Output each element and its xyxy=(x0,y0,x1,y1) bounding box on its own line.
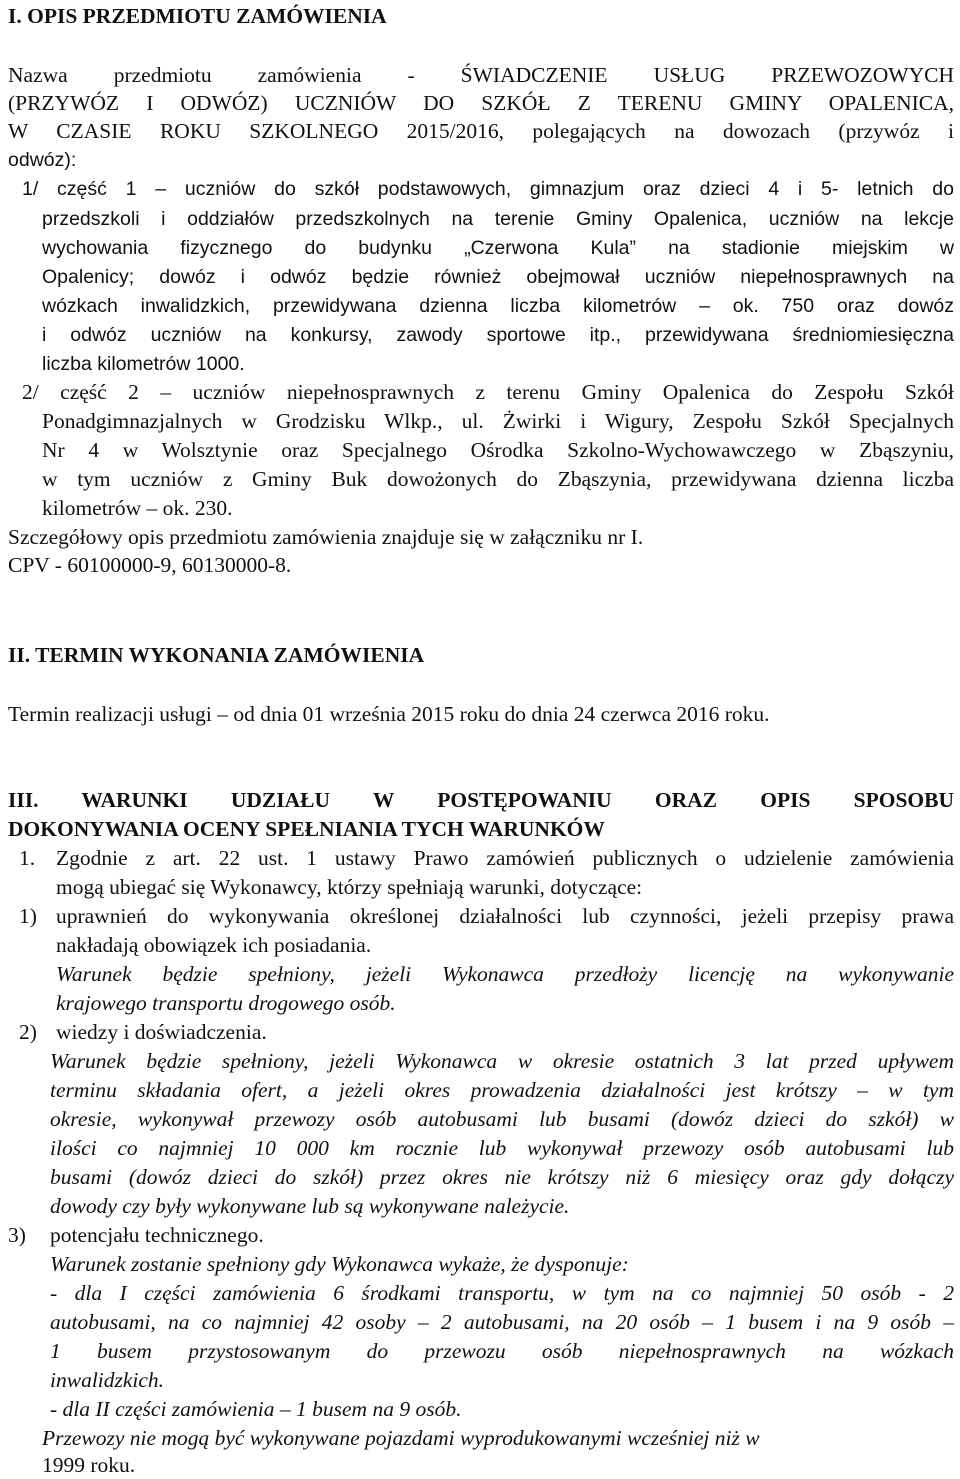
sub-1-number: 1) xyxy=(19,904,37,928)
section-1-line-12: 2/ część 2 – uczniów niepełnosprawnych z terenu Gminy Opalenica do Zespołu Szkół xyxy=(22,380,954,404)
sub-2-condition-line-3: okresie, wykonywał przewozy osób autobusami lub busami (dowóz dzieci do szkół) w xyxy=(50,1107,954,1131)
section-1-line-15: w tym uczniów z Gminy Buk dowożonych do Zbąszynia, przewidywana dzienna liczba xyxy=(42,467,954,491)
section-1-line-7: wychowania fizycznego do budynku „Czerwona Kula” na stadionie miejskim w xyxy=(42,237,954,259)
sub-2-condition-line-2: terminu składania ofert, a jeżeli okres prowadzenia działalności jest krótszy – w tym xyxy=(50,1078,954,1102)
section-1-line-4: odwóz): xyxy=(8,149,77,171)
final-note-line-2: 1999 roku. xyxy=(42,1453,136,1477)
sub-2-condition-line-4: ilości co najmniej 10 000 km rocznie lub wykonywał przewozy osób autobusami lub xyxy=(50,1136,954,1160)
sub-2-condition-line-6: dowody czy były wykonywane lub są wykonywane należycie. xyxy=(50,1194,570,1218)
section-1-line-16: kilometrów – ok. 230. xyxy=(42,496,233,520)
section-1-line-10: i odwóz uczniów na konkursy, zawody sportowe itp., przewidywana średniomiesięczna xyxy=(42,324,954,346)
sub-3-number: 3) xyxy=(8,1223,26,1247)
sub-2-number: 2) xyxy=(19,1020,37,1044)
section-2-heading: II. TERMIN WYKONANIA ZAMÓWIENIA xyxy=(8,643,425,667)
item-1-line-1: Zgodnie z art. 22 ust. 1 ustawy Prawo zamówień publicznych o udzielenie zamówienia xyxy=(56,846,954,870)
item-1-number: 1. xyxy=(19,846,36,870)
sub-2-line-1: wiedzy i doświadczenia. xyxy=(56,1020,267,1044)
section-1-line-3: W CZASIE ROKU SZKOLNEGO 2015/2016, polegających na dowozach (przywóz i xyxy=(8,119,954,143)
sub-3-condition-line-2: - dla I części zamówienia 6 środkami transportu, w tym na co najmniej 50 osób - 2 xyxy=(50,1281,954,1305)
section-1-line-5: 1/ część 1 – uczniów do szkół podstawowych, gimnazjum oraz dzieci 4 i 5- letnich do xyxy=(22,178,954,200)
section-1-line-2: (PRZYWÓZ I ODWÓZ) UCZNIÓW DO SZKÓŁ Z TERENU GMINY OPALENICA, xyxy=(8,91,954,115)
section-1-line-17: Szczegółowy opis przedmiotu zamówienia znajduje się w załączniku nr I. xyxy=(8,525,644,549)
section-1-cpv: CPV - 60100000-9, 60130000-8. xyxy=(8,553,292,577)
sub-3-condition-line-5: inwalidzkich. xyxy=(50,1368,165,1392)
sub-3-line-1: potencjału technicznego. xyxy=(50,1223,264,1247)
sub-2-condition-line-1: Warunek będzie spełniony, jeżeli Wykonawca w okresie ostatnich 3 lat przed upływem xyxy=(50,1049,954,1073)
sub-3-condition-line-4: 1 busem przystosowanym do przewozu osób niepełnosprawnych na wózkach xyxy=(50,1339,954,1363)
sub-1-line-2: nakładają obowiązek ich posiadania. xyxy=(56,933,372,957)
section-1-line-9: wózkach inwalidzkich, przewidywana dzienna liczba kilometrów – ok. 750 oraz dowóz xyxy=(42,295,954,317)
final-note-line-1: Przewozy nie mogą być wykonywane pojazdami wyprodukowanymi wcześniej niż w xyxy=(42,1426,760,1450)
sub-1-line-1: uprawnień do wykonywania określonej działalności lub czynności, jeżeli przepisy prawa xyxy=(56,904,954,928)
section-1-line-14: Nr 4 w Wolsztynie oraz Specjalnego Ośrodka Szkolno-Wychowawczego w Zbąszyniu, xyxy=(42,438,954,462)
section-1-line-6: przedszkoli i oddziałów przedszkolnych na terenie Gminy Opalenica, uczniów na lekcje xyxy=(42,208,954,230)
section-3-heading-line-1: III. WARUNKI UDZIAŁU W POSTĘPOWANIU ORAZ OPIS SPOSOBU xyxy=(8,788,954,812)
sub-3-condition-line-3: autobusami, na co najmniej 42 osoby – 2 autobusami, na 20 osób – 1 busem i na 9 osób – xyxy=(50,1310,954,1334)
section-1-line-1: Nazwa przedmiotu zamówienia - ŚWIADCZENIE USŁUG PRZEWOZOWYCH xyxy=(8,63,954,87)
section-1-line-13: Ponadgimnazjalnych w Grodzisku Wlkp., ul. Żwirki i Wigury, Zespołu Szkół Specjalnych xyxy=(42,409,954,433)
sub-1-condition-line-1: Warunek będzie spełniony, jeżeli Wykonawca przedłoży licencję na wykonywanie xyxy=(56,962,954,986)
sub-2-condition-line-5: busami (dowóz dzieci do szkół) przez okres nie krótszy niż 6 miesięcy oraz gdy dołączy xyxy=(50,1165,954,1189)
item-1-line-2: mogą ubiegać się Wykonawcy, którzy spełniają warunki, dotyczące: xyxy=(56,875,643,899)
section-1-line-8: Opalenicy; dowóz i odwóz będzie również obejmował uczniów niepełnosprawnych na xyxy=(42,266,954,288)
sub-1-condition-line-2: krajowego transportu drogowego osób. xyxy=(56,991,396,1015)
section-1-line-11: liczba kilometrów 1000. xyxy=(42,353,245,375)
section-1-heading: I. OPIS PRZEDMIOTU ZAMÓWIENIA xyxy=(8,4,387,28)
section-3-heading-line-2: DOKONYWANIA OCENY SPEŁNIANIA TYCH WARUNKÓW xyxy=(8,817,605,841)
section-2-text: Termin realizacji usługi – od dnia 01 września 2015 roku do dnia 24 czerwca 2016 roku. xyxy=(8,702,770,726)
sub-3-condition-line-6: - dla II części zamówienia – 1 busem na 9 osób. xyxy=(50,1397,462,1421)
sub-3-condition-line-1: Warunek zostanie spełniony gdy Wykonawca wykaże, że dysponuje: xyxy=(50,1252,629,1276)
